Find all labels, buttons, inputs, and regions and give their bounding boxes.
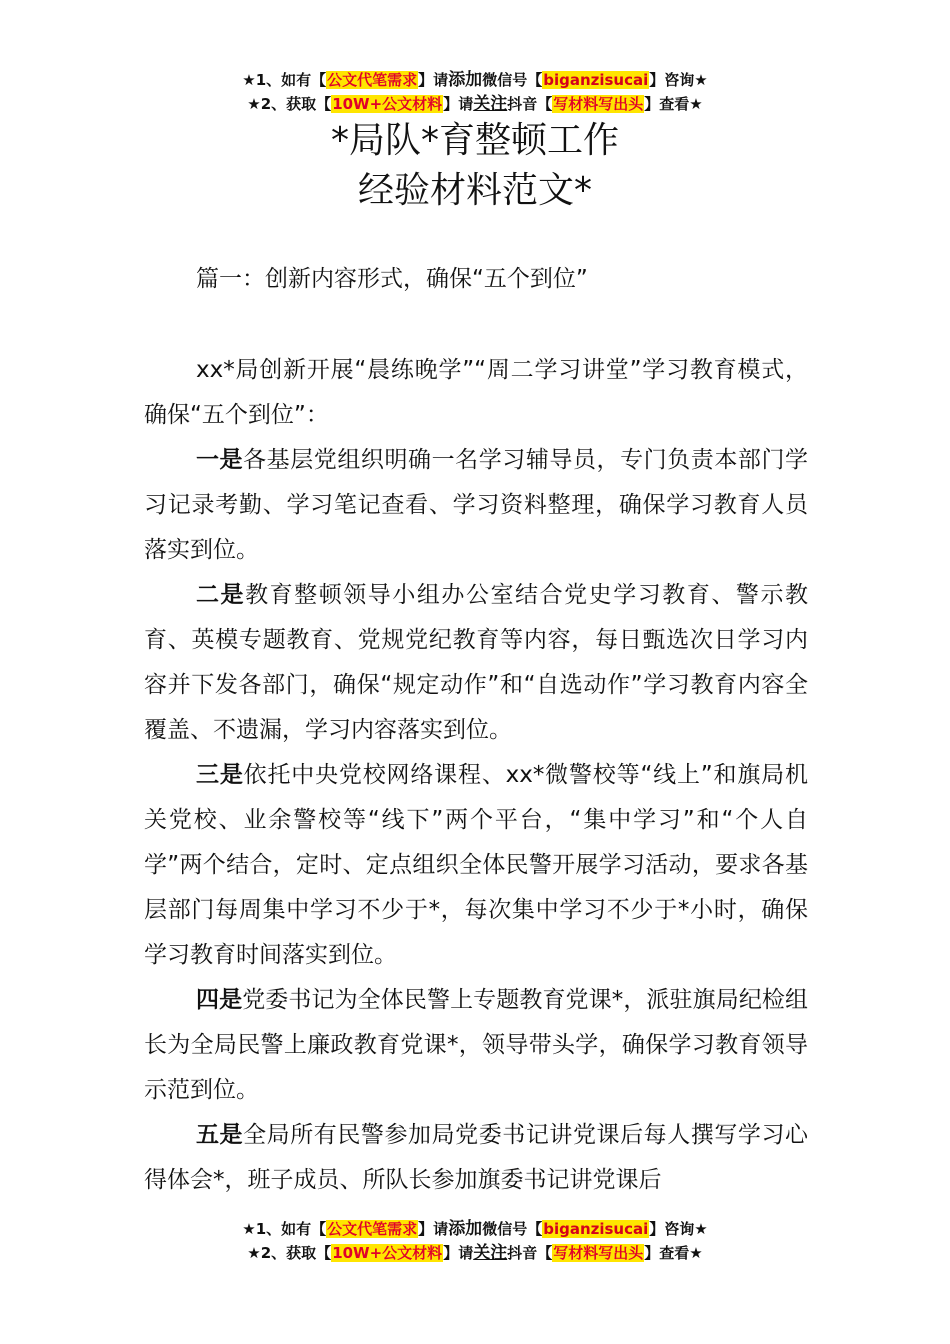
banner-text: 抖音【 [507, 95, 553, 113]
banner-line-2 [0, 92, 950, 116]
document-body [144, 348, 808, 1203]
banner-text: ★1、如有【 [242, 71, 327, 89]
highlight-text: 公文代笔需求 [327, 71, 418, 89]
banner-text: 】查看★ [644, 1244, 703, 1262]
wechat-id: biganzisucai [543, 1220, 649, 1238]
banner-text: ★2、获取【 [247, 95, 332, 113]
banner-text: 添加 [448, 1219, 483, 1239]
highlight-text: 10W+公文材料 [332, 1244, 443, 1262]
banner-text: 】咨询★ [649, 71, 708, 89]
douyin-account: 写材料写出头 [553, 1244, 644, 1262]
banner-text: 】请 [443, 1244, 474, 1262]
title-line-1: *局队*育整顿工作 [330, 120, 619, 161]
paragraph [144, 348, 808, 438]
paragraph-lead: 四是 [196, 987, 243, 1013]
paragraph-lead: 二是 [196, 582, 246, 608]
banner-text: 】请 [443, 95, 474, 113]
paragraph [144, 753, 808, 978]
banner-text: 微信号【 [482, 71, 543, 89]
paragraph-text: 教育整顿领导小组办公室结合党史学习教育、警示教育、英模专题教育、党规党纪教育等内容，每日甄选次日学习内容并下发各部门，确保“规定动作”和“自选动作”学习教育内容全覆盖、不遗漏，学习内容落实到位。 [144, 582, 809, 743]
banner-text: 添加 [448, 70, 483, 90]
highlight-text: 10W+公文材料 [332, 95, 443, 113]
douyin-account: 写材料写出头 [553, 95, 644, 113]
banner-line-2 [0, 1241, 950, 1265]
banner-text: 】查看★ [644, 95, 703, 113]
paragraph [144, 978, 808, 1113]
banner-text: 关注 [473, 1243, 508, 1263]
paragraph [144, 573, 808, 753]
paragraph-lead: 五是 [196, 1122, 244, 1148]
paragraph [144, 1113, 808, 1203]
wechat-id: biganzisucai [543, 71, 649, 89]
banner-text: 抖音【 [507, 1244, 553, 1262]
banner-text: 】请 [418, 1220, 449, 1238]
top-banner [0, 68, 950, 116]
banner-line-1 [0, 68, 950, 92]
paragraph-text: 全局所有民警参加局党委书记讲党课后每人撰写学习心得体会*，班子成员、所队长参加旗委书记讲党课后 [144, 1122, 809, 1193]
bottom-banner [0, 1217, 950, 1265]
paragraph [144, 438, 808, 573]
paragraph-text: 各基层党组织明确一名学习辅导员，专门负责本部门学习记录考勤、学习笔记查看、学习资料整理，确保学习教育人员落实到位。 [144, 447, 809, 563]
highlight-text: 公文代笔需求 [327, 1220, 418, 1238]
paragraph-text: xx*局创新开展“晨练晚学”“周二学习讲堂”学习教育模式，确保“五个到位”： [144, 357, 808, 428]
banner-text: 关注 [473, 94, 508, 114]
paragraph-text: 党委书记为全体民警上专题教育党课*，派驻旗局纪检组长为全局民警上廉政教育党课*，领导带头学，确保学习教育领导示范到位。 [144, 987, 809, 1103]
banner-text: 微信号【 [482, 1220, 543, 1238]
document-title [0, 116, 950, 216]
banner-text: ★2、获取【 [247, 1244, 332, 1262]
title-line-2: 经验材料范文* [357, 170, 592, 211]
banner-line-1 [0, 1217, 950, 1241]
banner-text: 】请 [418, 71, 449, 89]
paragraph-lead: 一是 [196, 447, 244, 473]
section-heading: 篇一：创新内容形式，确保“五个到位” [196, 266, 588, 292]
banner-text: ★1、如有【 [242, 1220, 327, 1238]
paragraph-text: 依托中央党校网络课程、xx*微警校等“线上”和旗局机关党校、业余警校等“线下”两个平台，“集中学习”和“个人自学”两个结合，定时、定点组织全体民警开展学习活动，要求各基层部门每周集中学习不少于*，每次集中学习不少于*小时，确保学习教育时间落实到位。 [144, 762, 808, 968]
paragraph-lead: 三是 [196, 762, 244, 788]
banner-text: 】咨询★ [649, 1220, 708, 1238]
